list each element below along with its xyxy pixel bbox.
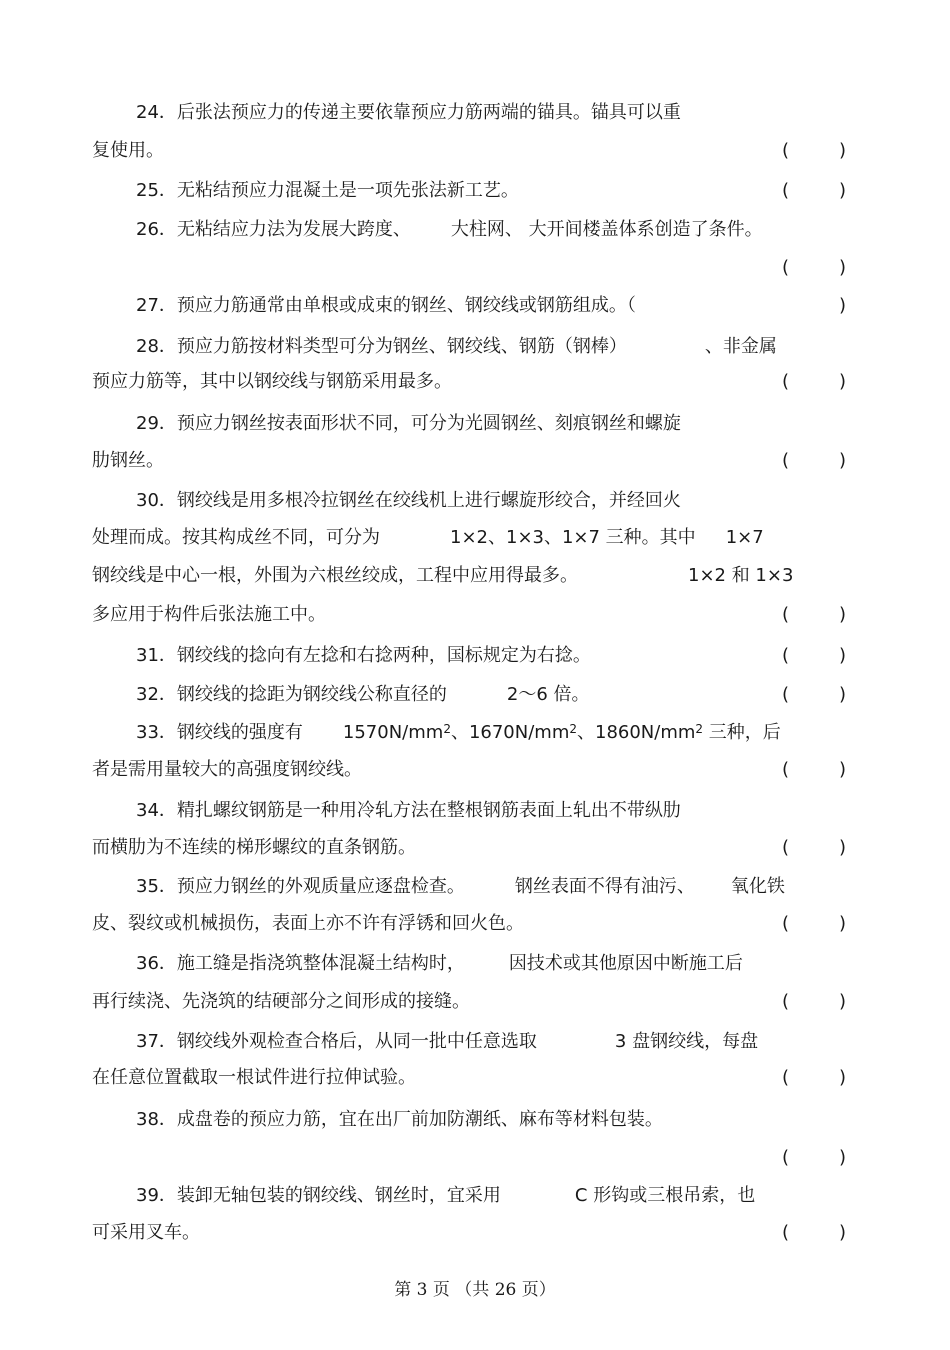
q33-line1 <box>136 721 858 745</box>
q36-text-a: 36．施工缝是指浇筑整体混凝土结构时， <box>136 953 465 974</box>
q33-value-1670: 1670N/mm <box>468 722 570 743</box>
q30-line2 <box>92 526 858 550</box>
q30-line3 <box>92 564 858 588</box>
q26-line1 <box>136 218 858 242</box>
q28-text-b: 、非金属 <box>704 336 777 357</box>
q35-line2: 皮、裂纹或机械损伤，表面上亦不许有浮锈和回火色。 <box>92 913 524 934</box>
q32-text-a: 32．钢绞线的捻距为钢绞线公称直径的 <box>136 684 447 705</box>
q39-line2: 可采用叉车。 <box>92 1222 200 1243</box>
q37-line2: 在任意位置截取一根试件进行拉伸试验。 <box>92 1067 416 1088</box>
q33-separator: 、 <box>577 722 595 743</box>
q34-line1: 34．精扎螺纹钢筋是一种用冷轧方法在整根钢筋表面上轧出不带纵肋 <box>136 800 681 821</box>
q38-line1: 38．成盘卷的预应力筋，宜在出厂前加防潮纸、麻布等材料包装。 <box>136 1109 663 1130</box>
q30-text-e: 1×2 和 1×3 <box>688 565 794 586</box>
q39-text-a: 39．装卸无轴包装的钢绞线、钢丝时，宜采用 <box>136 1185 501 1206</box>
q35-text-c: 氧化铁 <box>730 876 785 897</box>
q37-text-a: 37．钢绞线外观检查合格后，从同一批中任意选取 <box>136 1031 537 1052</box>
q33-text-b: 三种，后 <box>703 722 781 743</box>
q35-text-a: 35．预应力钢丝的外观质量应逐盘检查。 <box>136 876 465 897</box>
q33-text-a: 33．钢绞线的强度有 <box>136 722 303 743</box>
q31-line1: 31．钢绞线的捻向有左捻和右捻两种，国标规定为右捻。 <box>136 645 591 666</box>
q26-text-a: 26．无粘结应力法为发展大跨度、 <box>136 219 411 240</box>
q37-text-b: 3 盘钢绞线，每盘 <box>614 1031 759 1052</box>
q30-text-d: 钢绞线是中心一根，外围为六根丝绞成，工程中应用得最多。 <box>92 565 578 586</box>
q33-superscript: 2 <box>443 722 451 736</box>
q29-line2: 肋钢丝。 <box>92 450 164 471</box>
q35-line1 <box>136 875 858 899</box>
q24-line2: 复使用。 <box>92 140 164 161</box>
q30-line4: 多应用于构件后张法施工中。 <box>92 604 326 625</box>
q33-separator: 、 <box>450 722 469 743</box>
page-footer: 第 3 页 （共 26 页） <box>394 1280 556 1300</box>
q39-text-b: C 形钩或三根吊索，也 <box>574 1185 756 1206</box>
q34-line2: 而横肋为不连续的梯形螺纹的直条钢筋。 <box>92 837 416 858</box>
q36-text-b: 因技术或其他原因中断施工后 <box>508 953 743 974</box>
q29-line1: 29．预应力钢丝按表面形状不同，可分为光圆钢丝、刻痕钢丝和螺旋 <box>136 413 681 434</box>
q33-superscript: 2 <box>569 722 577 736</box>
q33-value-1860: 1860N/mm <box>595 722 696 743</box>
q28-line1 <box>136 335 858 359</box>
q37-line1 <box>136 1030 858 1054</box>
q27-line1: 27．预应力筋通常由单根或成束的钢丝、钢绞线或钢筋组成。（ <box>136 295 636 316</box>
q35-text-b: 钢丝表面不得有油污、 <box>514 876 695 897</box>
q33-value-1570: 1570N/mm <box>342 722 444 743</box>
q30-text-a: 处理而成。按其构成丝不同，可分为 <box>92 527 380 548</box>
q36-line2: 再行续浇、先浇筑的结硬部分之间形成的接缝。 <box>92 991 470 1012</box>
q32-line1 <box>136 683 858 707</box>
q33-line2: 者是需用量较大的高强度钢绞线。 <box>92 759 362 780</box>
q39-line1 <box>136 1184 858 1208</box>
q32-text-b: 2～6 倍。 <box>506 684 590 705</box>
q30-line1: 30．钢绞线是用多根冷拉钢丝在绞线机上进行螺旋形绞合，并经回火 <box>136 490 681 511</box>
q30-text-c: 1×7 <box>725 527 764 548</box>
q28-text-a: 28．预应力筋按材料类型可分为钢丝、钢绞线、钢筋（钢棒） <box>136 336 627 357</box>
q36-line1 <box>136 952 858 976</box>
q28-line2: 预应力筋等，其中以钢绞线与钢筋采用最多。 <box>92 371 452 392</box>
q24-line1: 24．后张法预应力的传递主要依靠预应力筋两端的锚具。锚具可以重 <box>136 102 681 123</box>
q26-text-b: 大柱网、 大开间楼盖体系创造了条件。 <box>450 219 763 240</box>
q30-text-b: 1×2、1×3、1×7 三种。其中 <box>450 527 696 548</box>
q33-superscript: 2 <box>695 722 704 736</box>
q25-line1: 25．无粘结预应力混凝土是一项先张法新工艺。 <box>136 180 519 201</box>
